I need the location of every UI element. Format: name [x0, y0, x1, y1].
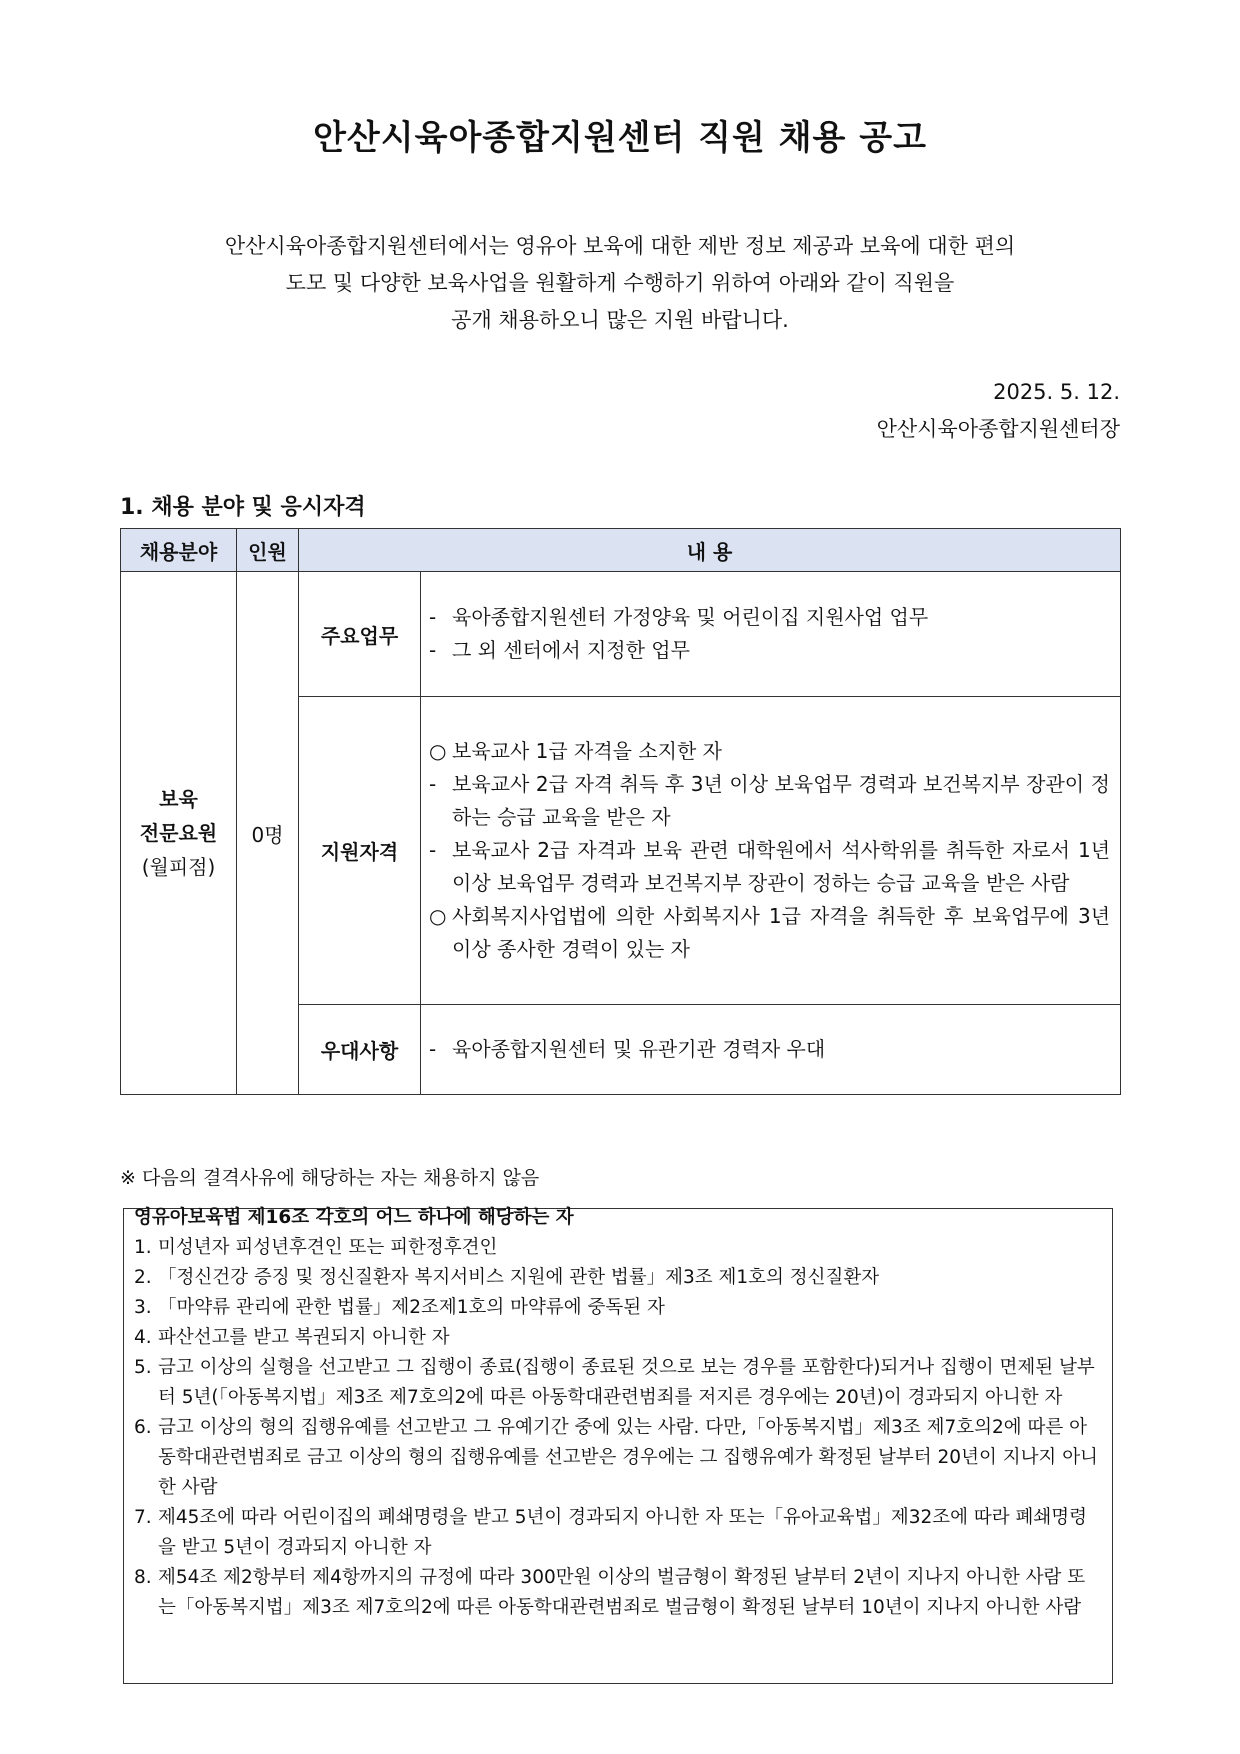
bullet: - — [429, 838, 437, 862]
list-item — [134, 1353, 1102, 1413]
field-cell — [121, 572, 237, 1095]
item-text: 육아종합지원센터 및 유관기관 경력자 우대 — [452, 1037, 826, 1061]
list-item — [429, 735, 1110, 768]
list-item — [134, 1563, 1102, 1623]
bullet: - — [429, 638, 437, 662]
bullet: - — [429, 772, 437, 796]
count-cell: 0명 — [237, 572, 299, 1095]
bullet: - — [429, 1037, 437, 1061]
intro-line: 공개 채용하오니 많은 지원 바랍니다. — [451, 308, 789, 332]
item-text: 「마약류 관리에 관한 법률」제2조제1호의 마약류에 중독된 자 — [158, 1297, 665, 1318]
item-text: 보육교사 2급 자격과 보육 관련 대학원에서 석사학위를 취득한 자로서 1년 이상 보육업무 경력과 보건복지부 장관이 정하는 승급 교육을 받은 사람 — [452, 838, 1111, 895]
field-branch: (월피점) — [141, 855, 216, 879]
intro-line: 도모 및 다양한 보육사업을 원활하게 수행하기 위하여 아래와 같이 직원을 — [285, 271, 955, 295]
list-item — [429, 768, 1110, 834]
item-text: 금고 이상의 형의 집행유예를 선고받고 그 유예기간 중에 있는 사람. 다만,「아동복지법」제3조 제7호의2에 따른 아동학대관련범죄로 금고 이상의 형의 집행유예를 선고받은 경우에는 그 집행유예가 확정된 날부터 20년이 지나지 아니한 사람 — [158, 1417, 1098, 1498]
item-text: 미성년자 피성년후견인 또는 피한정후견인 — [158, 1237, 498, 1258]
item-number: 3. — [134, 1297, 152, 1318]
list-item — [134, 1503, 1102, 1563]
recruitment-table — [120, 528, 1121, 1095]
item-text: 「정신건강 증징 및 정신질환자 복지서비스 지원에 관한 법률」제3조 제1호의 정신질환자 — [158, 1267, 880, 1288]
item-text: 그 외 센터에서 지정한 업무 — [452, 638, 690, 662]
field-name: 전문요원 — [139, 821, 218, 845]
category-cell: 우대사항 — [299, 1005, 421, 1095]
item-text: 파산선고를 받고 복권되지 아니한 자 — [158, 1327, 450, 1348]
section-title: 1. 채용 분야 및 응시자격 — [120, 495, 366, 520]
intro-line: 안산시육아종합지원센터에서는 영유아 보육에 대한 제반 정보 제공과 보육에 대한 편의 — [224, 234, 1016, 258]
issuer-name: 안산시육아종합지원센터장 — [876, 417, 1120, 441]
list-item — [134, 1413, 1102, 1503]
list-item — [429, 634, 1110, 667]
list-item — [429, 900, 1110, 966]
item-number: 7. — [134, 1507, 152, 1528]
category-cell: 주요업무 — [299, 572, 421, 697]
bullet: - — [429, 605, 437, 629]
bullet: ○ — [429, 739, 447, 763]
bullet: ○ — [429, 904, 447, 928]
item-text: 육아종합지원센터 가정양육 및 어린이집 지원사업 업무 — [452, 605, 929, 629]
item-number: 1. — [134, 1237, 152, 1258]
item-text: 보육교사 2급 자격 취득 후 3년 이상 보육업무 경력과 보건복지부 장관이 정하는 승급 교육을 받은 자 — [452, 772, 1111, 829]
item-number: 6. — [134, 1417, 152, 1438]
content-cell — [421, 572, 1121, 697]
intro-paragraph — [120, 228, 1120, 339]
item-number: 5. — [134, 1357, 152, 1378]
field-name: 보육 — [159, 787, 198, 811]
list-item — [134, 1293, 1102, 1323]
announcement-date: 2025. 5. 12. — [993, 380, 1120, 404]
item-text: 보육교사 1급 자격을 소지한 자 — [452, 739, 722, 763]
item-text: 제45조에 따라 어린이집의 폐쇄명령을 받고 5년이 경과되지 아니한 자 또는「유아교육법」제32조에 따라 폐쇄명령을 받고 5년이 경과되지 아니한 자 — [158, 1507, 1087, 1558]
document-title: 안산시육아종합지원센터 직원 채용 공고 — [313, 118, 927, 158]
list-item — [429, 601, 1110, 634]
table-row — [121, 572, 1121, 697]
item-number: 4. — [134, 1327, 152, 1348]
header-field: 채용분야 — [121, 529, 237, 572]
list-item — [429, 1033, 1110, 1066]
item-number: 2. — [134, 1267, 152, 1288]
category-cell: 지원자격 — [299, 697, 421, 1005]
item-text: 제54조 제2항부터 제4항까지의 규정에 따라 300만원 이상의 벌금형이 확정된 날부터 2년이 지나지 아니한 사람 또는「아동복지법」제3조 제7호의2에 따른 아동학대관련범죄로 벌금형이 확정된 날부터 10년이 지나지 아니한 사람 — [158, 1567, 1086, 1618]
disqualification-note: ※ 다음의 결격사유에 해당하는 자는 채용하지 않음 — [120, 1167, 540, 1189]
header-count: 인원 — [237, 529, 299, 572]
disqualification-heading: 영유아보육법 제16조 각호의 어느 하나에 해당하는 자 — [134, 1207, 574, 1228]
header-content: 내 용 — [299, 529, 1121, 572]
table-header-row — [121, 529, 1121, 572]
list-item — [429, 834, 1110, 900]
item-text: 금고 이상의 실형을 선고받고 그 집행이 종료(집행이 종료된 것으로 보는 경우를 포함한다)되거나 집행이 면제된 날부터 5년(「아동복지법」제3조 제7호의2에 따른 아동학대관련범죄를 저지른 경우에는 20년)이 경과되지 아니한 자 — [158, 1357, 1095, 1408]
disqualification-box — [123, 1208, 1113, 1684]
list-item — [134, 1263, 1102, 1293]
item-text: 사회복지사업법에 의한 사회복지사 1급 자격을 취득한 후 보육업무에 3년 이상 종사한 경력이 있는 자 — [452, 904, 1111, 961]
item-number: 8. — [134, 1567, 152, 1588]
list-item — [134, 1323, 1102, 1353]
list-item — [134, 1233, 1102, 1263]
content-cell — [421, 697, 1121, 1005]
content-cell — [421, 1005, 1121, 1095]
